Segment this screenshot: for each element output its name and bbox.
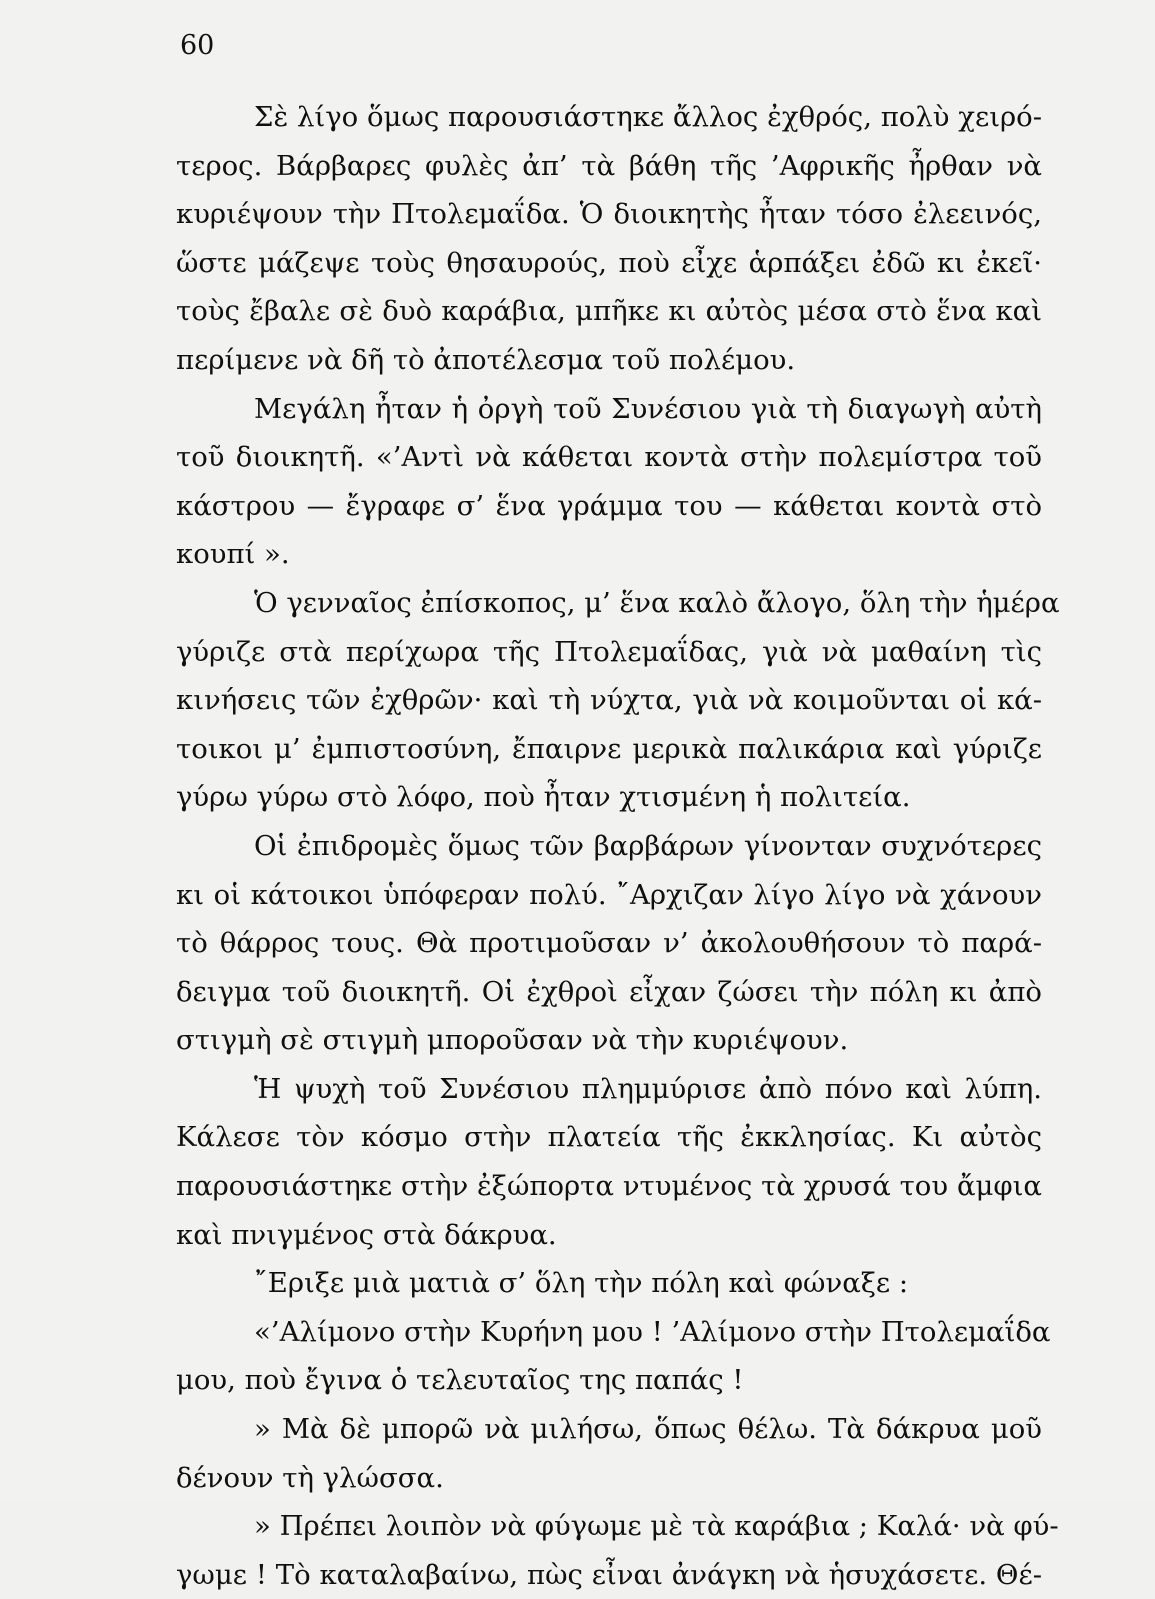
body-text [176, 93, 1060, 1599]
text-line: γύρω γύρω στὸ λόφο, ποὺ ἦταν χτισμένη ἡ πολιτεία. [176, 781, 911, 814]
text-line: ῎Εριξε μιὰ ματιὰ σ’ ὅλη τὴν πόλη καὶ φώναξε : [254, 1267, 909, 1300]
text-line: στιγμὴ σὲ στιγμὴ μποροῦσαν νὰ τὴν κυριέψουν. [176, 1024, 849, 1057]
text-line: Μεγάλη ἦταν ἡ ὀργὴ τοῦ Συνέσιου γιὰ τὴ διαγωγὴ αὐτὴ [254, 392, 1042, 425]
text-line: καὶ πνιγμένος στὰ δάκρυα. [176, 1218, 557, 1251]
text-line: κάστρου — ἔγραφε σ’ ἕνα γράμμα του — κάθεται κοντὰ στὸ [176, 489, 1042, 522]
page-number: 60 [180, 30, 215, 61]
text-line: τερος. Βάρβαρες φυλὲς ἀπ’ τὰ βάθη τῆς ’Αφρικῆς ἦρθαν νὰ [176, 149, 1042, 182]
text-line: τὸ θάρρος τους. Θὰ προτιμοῦσαν ν’ ἀκολουθήσουν τὸ παρά- [176, 927, 1042, 960]
text-line: κουπί ». [176, 538, 290, 571]
text-line: Κάλεσε τὸν κόσμο στὴν πλατεία τῆς ἐκκλησίας. Κι αὐτὸς [176, 1121, 1042, 1154]
text-line: Οἱ ἐπιδρομὲς ὅμως τῶν βαρβάρων γίνονταν συχνότερες [254, 829, 1042, 862]
text-line: κινήσεις τῶν ἐχθρῶν· καὶ τὴ νύχτα, γιὰ νὰ κοιμοῦνται οἱ κά- [176, 684, 1042, 717]
text-line: Ὁ γενναῖος ἐπίσκοπος, μ’ ἕνα καλὸ ἄλογο, ὅλη τὴν ἡμέρα [254, 586, 1060, 619]
text-line: γύριζε στὰ περίχωρα τῆς Πτολεμαΐδας, γιὰ νὰ μαθαίνη τὶς [176, 635, 1042, 668]
text-line: » Μὰ δὲ μπορῶ νὰ μιλήσω, ὅπως θέλω. Τὰ δάκρυα μοῦ [254, 1413, 1042, 1446]
text-line: «’Αλίμονο στὴν Κυρήνη μου ! ’Αλίμονο στὴν Πτολεμαΐδα [254, 1315, 1051, 1348]
text-line: τοὺς ἔβαλε σὲ δυὸ καράβια, μπῆκε κι αὐτὸς μέσα στὸ ἕνα καὶ [176, 295, 1042, 328]
text-line: γωμε ! Τὸ καταλαβαίνω, πὼς εἶναι ἀνάγκη νὰ ἡσυχάσετε. Θέ- [176, 1558, 1042, 1591]
text-line: ὥστε μάζεψε τοὺς θησαυρούς, ποὺ εἶχε ἁρπάξει ἐδῶ κι ἐκεῖ· [176, 246, 1042, 279]
text-line: » Πρέπει λοιπὸν νὰ φύγωμε μὲ τὰ καράβια ; Καλά· νὰ φύ- [254, 1510, 1059, 1543]
text-line: Ἡ ψυχὴ τοῦ Συνέσιου πλημμύρισε ἀπὸ πόνο καὶ λύπη. [254, 1072, 1042, 1105]
text-line: μου, ποὺ ἔγινα ὁ τελευταῖος της παπάς ! [176, 1364, 744, 1397]
text-line: κι οἱ κάτοικοι ὑπόφεραν πολύ. ῎Αρχιζαν λίγο λίγο νὰ χάνουν [176, 878, 1042, 911]
text-line: Σὲ λίγο ὅμως παρουσιάστηκε ἄλλος ἐχθρός, πολὺ χειρό- [254, 101, 1042, 133]
text-line: τοικοι μ’ ἐμπιστοσύνη, ἔπαιρνε μερικὰ παλικάρια καὶ γύριζε [176, 732, 1042, 765]
text-line: περίμενε νὰ δῆ τὸ ἀποτέλεσμα τοῦ πολέμου. [176, 343, 796, 376]
text-line: δειγμα τοῦ διοικητῆ. Οἱ ἐχθροὶ εἶχαν ζώσει τὴν πόλη κι ἀπὸ [176, 975, 1042, 1008]
text-line: δένουν τὴ γλώσσα. [176, 1461, 444, 1494]
text-line: παρουσιάστηκε στὴν ἐξώπορτα ντυμένος τὰ χρυσά του ἄμφια [176, 1170, 1042, 1203]
text-line: κυριέψουν τὴν Πτολεμαΐδα. Ὁ διοικητὴς ἦταν τόσο ἐλεεινός, [176, 198, 1042, 231]
text-line: τοῦ διοικητῆ. «’Αντὶ νὰ κάθεται κοντὰ στὴν πολεμίστρα τοῦ [176, 441, 1042, 474]
